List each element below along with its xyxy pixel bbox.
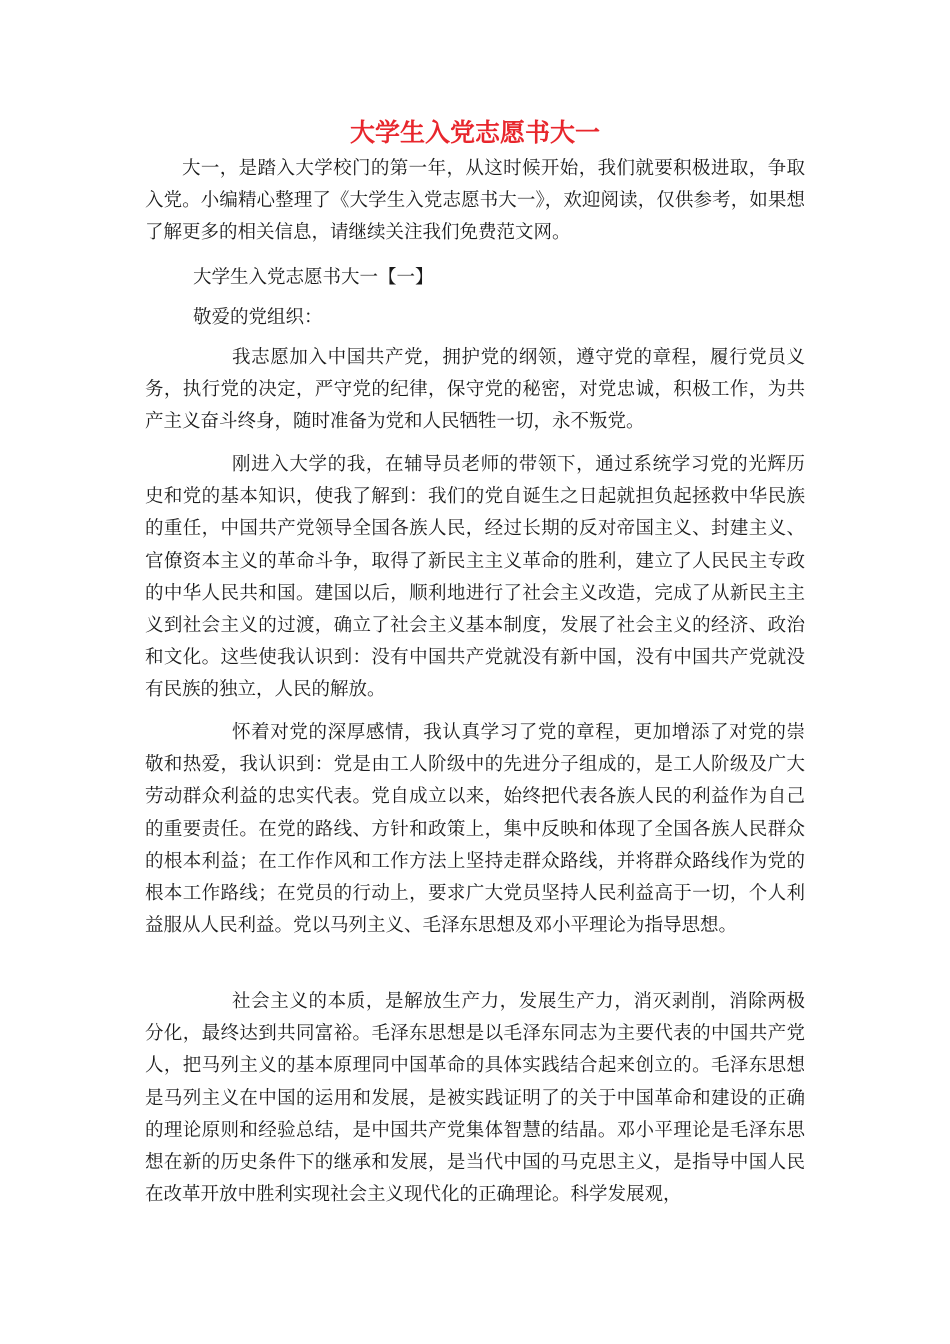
body-paragraph-2: 刚进入大学的我，在辅导员老师的带领下，通过系统学习党的光辉历史和党的基本知识，使我了解到：我们的党自诞生之日起就担负起拯救中华民族的重任，中国共产党领导全国各族人民，经过长期的反对帝国主义、封建主义、官僚资本主义的革命斗争，取得了新民主主义革命的胜利，建立了人民民主专政的中华人民共和国。建国以后，顺利地进行了社会主义改造，完成了从新民主主义到社会主义的过渡，确立了社会主义基本制度，发展了社会主义的经济、政治和文化。这些使我认识到：没有中国共产党就没有新中国，没有中国共产党就没有民族的独立，人民的解放。 [145,454,805,701]
intro-paragraph: 大一，是踏入大学校门的第一年，从这时候开始，我们就要积极进取，争取入党。小编精心整理了《大学生入党志愿书大一》，欢迎阅读，仅供参考，如果想了解更多的相关信息，请继续关注我们免费范文网。 [145,158,805,243]
letter-greeting: 敬爱的党组织： [193,307,323,328]
section-heading: 大学生入党志愿书大一【一】 [193,267,434,288]
body-paragraph-3: 怀着对党的深厚感情，我认真学习了党的章程，更加增添了对党的崇敬和热爱，我认识到：党是由工人阶级中的先进分子组成的，是工人阶级及广大劳动群众利益的忠实代表。党自成立以来，始终把代表各族人民的利益作为自己的重要责任。在党的路线、方针和政策上，集中反映和体现了全国各族人民群众的根本利益；在工作作风和工作方法上坚持走群众路线，并将群众路线作为党的根本工作路线；在党员的行动上，要求广大党员坚持人民利益高于一切，个人利益服从人民利益。党以马列主义、毛泽东思想及邓小平理论为指导思想。 [145,722,805,937]
document-title: 大学生入党志愿书大一 [349,118,600,147]
body-paragraph-1: 我志愿加入中国共产党，拥护党的纲领，遵守党的章程，履行党员义务，执行党的决定，严守党的纪律，保守党的秘密，对党忠诚，积极工作，为共产主义奋斗终身，随时准备为党和人民牺牲一切，永不叛党。 [145,347,805,433]
body-paragraph-4: 社会主义的本质，是解放生产力，发展生产力，消灭剥削，消除两极分化，最终达到共同富裕。毛泽东思想是以毛泽东同志为主要代表的中国共产党人，把马列主义的基本原理同中国革命的具体实践结合起来创立的。毛泽东思想是马列主义在中国的运用和发展，是被实践证明了的关于中国革命和建设的正确的理论原则和经验总结，是中国共产党集体智慧的结晶。邓小平理论是毛泽东思想在新的历史条件下的继承和发展，是当代中国的马克思主义，是指导中国人民在改革开放中胜利实现社会主义现代化的正确理论。科学发展观， [145,991,805,1206]
